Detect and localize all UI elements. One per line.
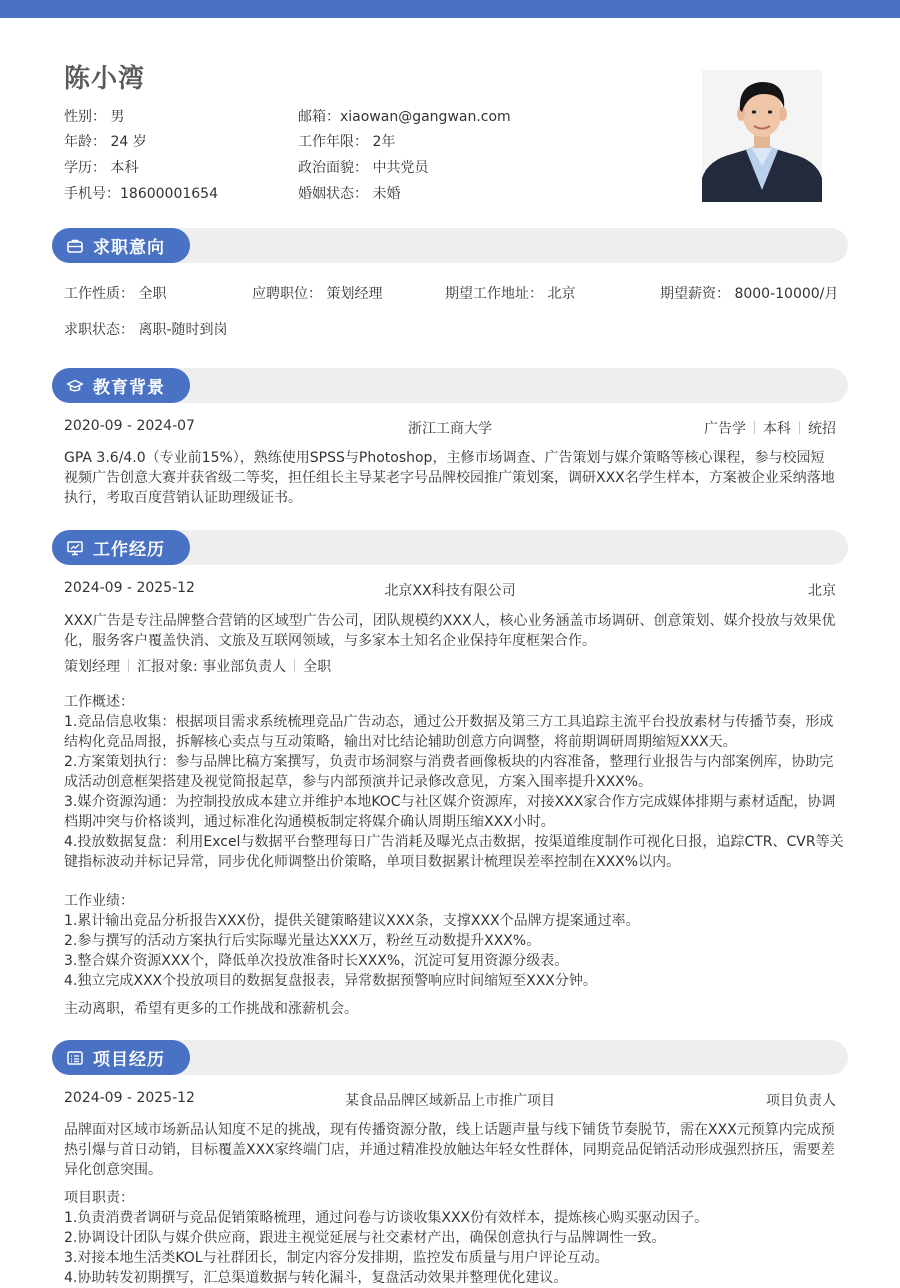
work-performance-line: 3.整合媒介资源XXX个，降低单次投放准备时长XXX%，沉淀可复用资源分级表。: [64, 953, 569, 969]
education-info: 学历： 本科: [64, 160, 139, 176]
top-accent-bar: [0, 0, 900, 18]
work-overview-line: 3.媒介资源沟通：为控制投放成本建立并维护本地KOC与社区媒介资源库，对接XXX家合作方完成媒体排期与素材适配，协调: [64, 794, 836, 810]
project-row: [64, 1090, 836, 1110]
section-education: [52, 368, 848, 403]
work-performance-title: 工作业绩：: [64, 893, 134, 909]
intent-position: 应聘职位： 策划经理: [252, 286, 383, 302]
education-row: [64, 418, 836, 438]
project-duty-line: 2.协调设计团队与媒介供应商，跟进主视觉延展与社交素材产出，确保创意执行与品牌调性一致。: [64, 1230, 666, 1246]
work-company-description: XXX广告是专注品牌整合营销的区域型广告公司，团队规模约XXX人，核心业务涵盖市场调研、创意策划、媒介投放与效果优化，服务客户覆盖快消、文旅及互联网领域，与多家本土知名企业保持年度框架合作。: [64, 613, 836, 649]
work-city: 北京: [808, 583, 836, 599]
project-duty-title: 项目职责：: [64, 1190, 134, 1206]
education-description: GPA 3.6/4.0（专业前15%），熟练使用SPSS与Photoshop，主修市场调查、广告策划与媒介策略等核心课程，参与校园短视频广告创意大赛并获省级二等奖，担任组长主导某老字号品牌校园推广策划案，调研XXX名学生样本，方案被企业采纳落地执行，考取百度营销认证助理级证书。: [64, 450, 835, 506]
marriage-info: 婚姻状态： 未婚: [298, 186, 401, 202]
project-description: 品牌面对区域市场新品认知度不足的挑战，现有传播资源分散，线上话题声量与线下铺货节奏脱节，需在XXX元预算内完成预热引爆与首日动销，目标覆盖XXX家终端门店，并通过精准投放触达年轻女性群体，同期竞品促销活动形成强烈挤压，需要差异化创意突围。: [64, 1122, 835, 1178]
briefcase-icon: [66, 237, 84, 255]
document-list-icon: [66, 1049, 84, 1067]
section-header-pill: [52, 368, 190, 403]
work-performance-line: 4.独立完成XXX个投放项目的数据复盘报表，异常数据预警响应时间缩短至XXX分钟。: [64, 973, 597, 989]
work-role-line: [64, 657, 844, 677]
work-period: 2024-09 - 2025-12: [64, 580, 195, 596]
project-period: 2024-09 - 2025-12: [64, 1090, 195, 1106]
gender-info: 性别： 男: [64, 109, 125, 125]
section-project: [52, 1040, 848, 1075]
education-major: 广告学: [704, 421, 746, 437]
project-duty-line: 3.对接本地生活类KOL与社群团长，制定内容分发排期，监控发布质量与用户评论互动。: [64, 1250, 609, 1266]
section-header-pill: [52, 1040, 190, 1075]
education-period: 2020-09 - 2024-07: [64, 418, 195, 434]
work-overview-line: 成活动创意框架搭建及视觉简报起草，参与内部预演并记录修改意见，方案入围率提升XXX%。: [64, 774, 653, 790]
project-duty-line: 1.负责消费者调研与竞品促销策略梳理，通过问卷与访谈收集XXX份有效样本，提炼核心购买驱动因子。: [64, 1210, 709, 1226]
presentation-board-icon: [66, 539, 84, 557]
person-portrait-icon: [702, 70, 822, 202]
education-degree: 本科: [763, 421, 791, 437]
section-header-pill: [52, 228, 190, 263]
project-name: 某食品品牌区域新品上市推广项目: [345, 1093, 555, 1109]
email-info: 邮箱：xiaowan@gangwan.com: [298, 109, 511, 125]
intent-job-type: 工作性质： 全职: [64, 286, 167, 302]
work-type: 全职: [303, 659, 332, 675]
work-overview-line: 1.竞品信息收集：根据项目需求系统梳理竞品广告动态，通过公开数据及第三方工具追踪主流平台投放素材与传播节奏，形成: [64, 714, 834, 730]
education-tags: [704, 418, 836, 438]
section-title: 工作经历: [93, 540, 165, 560]
work-overview-line: 结构化竞品周报，拆解核心卖点与互动策略，输出对比结论辅助创意方向调整，将前期调研周期缩短XXX天。: [64, 734, 737, 750]
work-overview-line: 键指标波动并标记异常，同步优化师调整出价策略，单项目数据累计梳理误差率控制在XXX%以内。: [64, 854, 681, 870]
profile-photo: [702, 70, 822, 202]
section-header-pill: [52, 530, 190, 565]
project-duty-line: 4.协助转发初期撰写，汇总渠道数据与转化漏斗，复盘活动效果并整理优化建议。: [64, 1270, 568, 1286]
graduation-cap-icon: [66, 377, 84, 395]
section-work: [52, 530, 848, 565]
age-info: 年龄： 24 岁: [64, 134, 147, 150]
work-overview-line: 2.方案策划执行：参与品牌比稿方案撰写，负责市场洞察与消费者画像板块的内容准备，整理行业报告与内部案例库，协助完: [64, 754, 834, 770]
phone-info: 手机号：18600001654: [64, 186, 218, 202]
work-company: 北京XX科技有限公司: [384, 583, 516, 599]
section-title: 教育背景: [93, 378, 165, 398]
candidate-name: 陈小湾: [64, 64, 146, 94]
work-overview-line: 档期冲突与价格谈判，通过标准化沟通模板制定将媒介确认周期压缩XXX小时。: [64, 814, 555, 830]
intent-status: 求职状态： 离职-随时到岗: [64, 322, 228, 338]
section-title: 项目经历: [93, 1050, 165, 1070]
work-overview-title: 工作概述：: [64, 694, 134, 710]
work-row: [64, 580, 836, 600]
work-performance-line: 1.累计输出竞品分析报告XXX份，提供关键策略建议XXX条，支撑XXX个品牌方提案通过率。: [64, 913, 640, 929]
intent-location: 期望工作地址： 北京: [445, 286, 576, 302]
experience-info: 工作年限： 2年: [298, 134, 396, 150]
education-enroll-type: 统招: [808, 421, 836, 437]
work-performance-line: 2.参与撰写的活动方案执行后实际曝光量达XXX万，粉丝互动数提升XXX%。: [64, 933, 541, 949]
section-title: 求职意向: [93, 238, 165, 258]
politics-info: 政治面貌： 中共党员: [298, 160, 429, 176]
intent-salary: 期望薪资： 8000-10000/月: [660, 286, 839, 302]
project-role: 项目负责人: [766, 1093, 836, 1109]
work-leave-reason: 主动离职，希望有更多的工作挑战和涨薪机会。: [64, 1001, 358, 1017]
work-report-to: 汇报对象: 事业部负责人: [137, 659, 287, 675]
section-job-intent: [52, 228, 848, 263]
work-overview-line: 4.投放数据复盘：利用Excel与数据平台整理每日广告消耗及曝光点击数据，按渠道维度制作可视化日报，追踪CTR、CVR等关: [64, 834, 844, 850]
education-school: 浙江工商大学: [408, 421, 492, 437]
work-role: 策划经理: [64, 659, 120, 675]
